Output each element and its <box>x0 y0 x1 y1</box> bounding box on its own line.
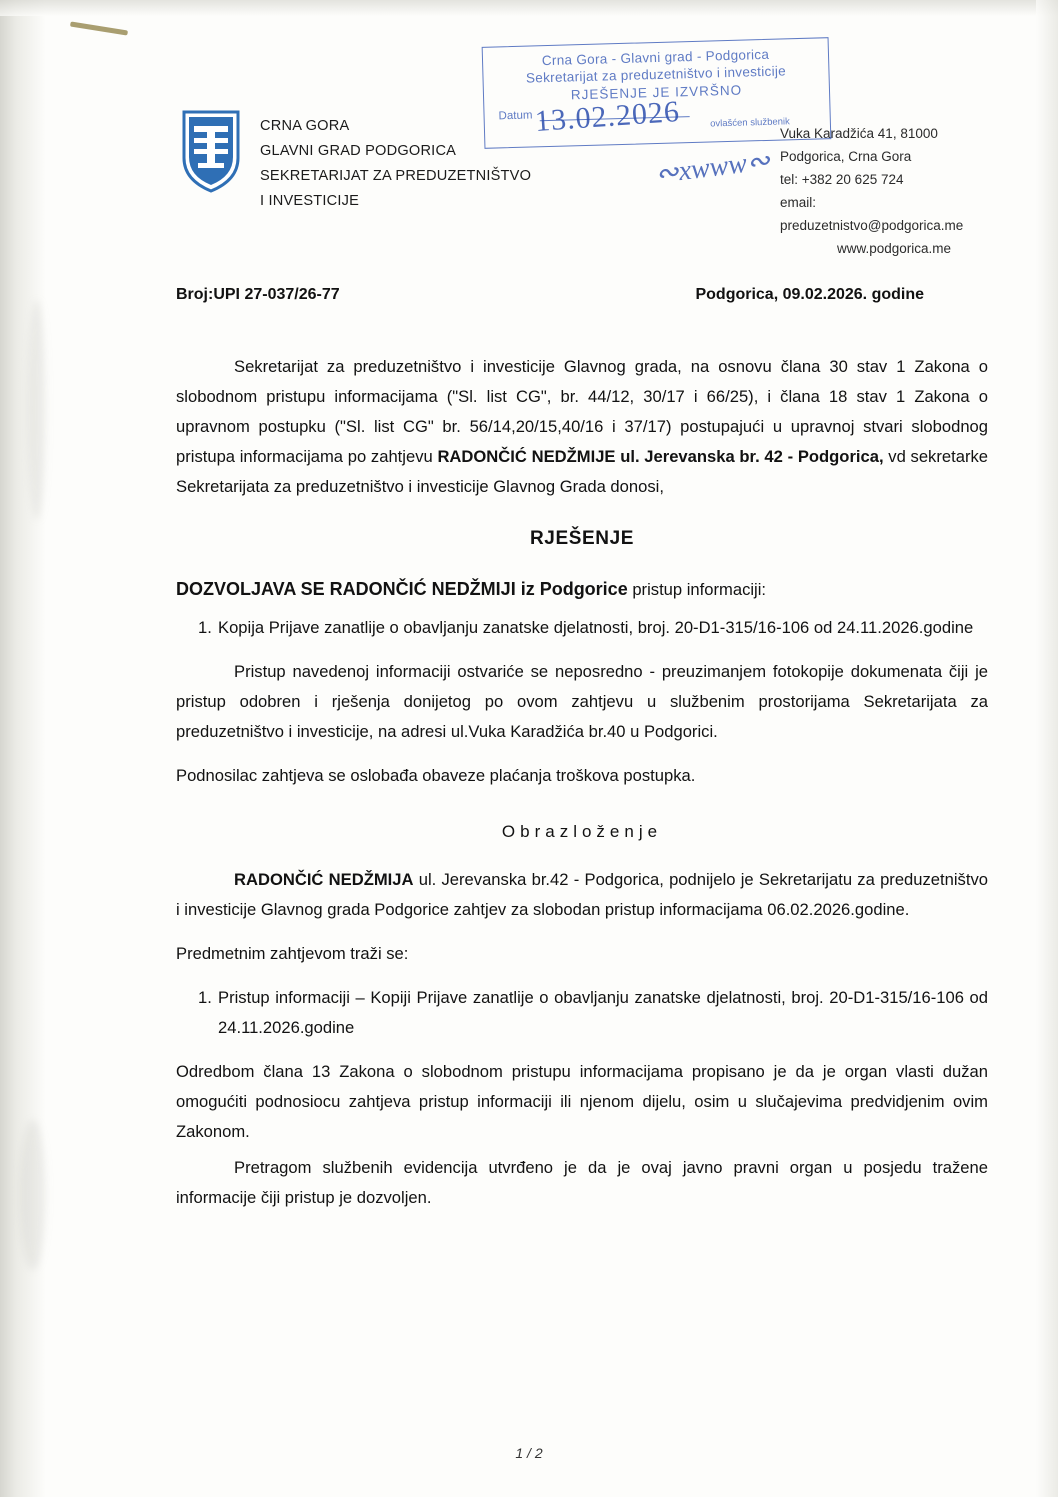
scan-smudge <box>28 300 46 520</box>
reference-row <box>176 286 924 304</box>
grant-bold: DOZVOLJAVA SE RADONČIĆ NEDŽMIJI iz Podgorice <box>176 579 628 599</box>
list-item <box>176 613 988 643</box>
contact-phone: tel: +382 20 625 724 <box>780 172 904 187</box>
intro-applicant: RADONČIĆ NEDŽMIJE ul. Jerevanska br. 42 - Podgorica, <box>437 447 884 466</box>
stamp-line-1: Crna Gora - Glavni grad - Podgorica <box>541 46 770 69</box>
intro-paragraph <box>176 352 988 502</box>
explanation-applicant: RADONČIĆ NEDŽMIJA <box>234 870 414 889</box>
org-line-department-1: SEKRETARIJAT ZA PREDUZETNIŠTVO <box>260 168 532 184</box>
explanation-paragraph <box>176 865 988 925</box>
granted-item-number: 1. <box>198 618 212 637</box>
granted-item-text: Kopija Prijave zanatlije o obavljanju zanatske djelatnosti, broj. 20-D1-315/16-106 od 24.11.2026.godine <box>218 618 974 637</box>
search-paragraph: Pretragom službenih evidencija utvrđeno je da je ovaj javno pravni organ u posjedu tražene informacije čiji pristup je dozvoljen. <box>176 1158 988 1207</box>
intro-part-2: vd sekretarke Sekretarijata za preduzetništvo i investicije Glavnog Grada donosi, <box>176 447 989 496</box>
explanation-rest: ul. Jerevanska br.42 - Podgorica, podnijelo je Sekretarijatu za preduzetništvo i investicije Glavnog grada Podgorice zahtjev za slobodan pristup informacijama 06.02.2026.godine. <box>176 870 988 919</box>
requested-item-text: Pristup informaciji – Kopiji Prijave zanatlije o obavljanju zanatske djelatnosti, broj. 20-D1-315/16-106 od 24.11.2026.godine <box>218 988 988 1037</box>
decision-title: RJEŠENJE <box>529 528 635 549</box>
scan-smudge <box>20 1120 46 1270</box>
scan-edge-right <box>1036 0 1058 1497</box>
grant-paragraph <box>176 574 988 605</box>
organization-lines <box>260 108 531 214</box>
list-item <box>176 983 988 1043</box>
intro-part-1: Sekretarijat za preduzetništvo i investicije Glavnog grada, na osnovu člana 30 stav 1 Zakona o slobodnom pristupu informacijama ("Sl. list CG", br. 44/12, 30/17 i 66/25), i člana 18 stav 1 Zakona o upravnom postupku ("Sl. list CG" br. 56/14,20/15,40/16 i 37/17) postupajući u upravnoj stvari slobodnog pristupa informacijama po zahtjevu <box>176 357 988 466</box>
handwritten-date: 13.02.2026 <box>533 94 681 139</box>
place-and-date: Podgorica, 09.02.2026. godine <box>695 286 924 303</box>
grant-rest: pristup informaciji: <box>627 580 767 599</box>
coat-of-arms-icon <box>180 108 242 194</box>
law-paragraph: Odredbom člana 13 Zakona o slobodnom pristupu informacijama propisano je da je organ vlasti dužan omogućiti podnosiocu zahtjeva pristup informaciji ili njenom dijelu, osim u slučajevima predvidjenim ovim Zakonom. <box>176 1062 988 1141</box>
explanation-title: Obrazloženje <box>501 822 663 841</box>
contact-email: email: preduzetnistvo@podgorica.me <box>780 195 964 233</box>
stamp-officer-label: ovlašćen službenik <box>709 116 791 130</box>
org-line-department-2: I INVESTICIJE <box>260 193 360 209</box>
page-number: 1 / 2 <box>515 1445 543 1461</box>
scan-edge-top <box>0 0 1058 16</box>
document-body <box>176 352 988 1227</box>
org-line-city: GLAVNI GRAD PODGORICA <box>260 143 457 159</box>
stamp-line-2: Sekretarijat za preduzetništvo i investicije <box>525 63 787 86</box>
org-line-country: CRNA GORA <box>260 118 350 134</box>
contact-block <box>780 122 980 260</box>
request-lead: Predmetnim zahtjevom traži se: <box>176 944 409 963</box>
handwritten-signature: ∾xwww∾ <box>653 145 772 190</box>
requested-item-number: 1. <box>198 988 212 1007</box>
requested-items-list <box>176 983 988 1043</box>
fee-paragraph: Podnosilac zahtjeva se oslobađa obaveze plaćanja troškova postupka. <box>176 766 696 785</box>
access-paragraph: Pristup navedenoj informaciji ostvariće se neposredno - preuzimanjem fotokopije dokumenata čiji je pristup odobren i rješenja donijetog po ovom zahtjevu u službenim prostorijama Sekretarijata za preduzetništvo i investicije, na adresi ul.Vuka Karadžića br.40 u Podgorici. <box>176 662 988 741</box>
staple-mark <box>70 21 128 35</box>
contact-address: Vuka Karadžića 41, 81000 Podgorica, Crna Gora <box>780 126 938 164</box>
stamp-line-3: RJEŠENJE JE IZVRŠNO <box>570 82 743 103</box>
stamp-date-label: Datum <box>498 109 533 123</box>
document-number: Broj:UPI 27-037/26-77 <box>176 286 340 303</box>
granted-items-list <box>176 613 988 643</box>
scan-edge-left <box>0 0 46 1497</box>
contact-website: www.podgorica.me <box>836 241 952 256</box>
